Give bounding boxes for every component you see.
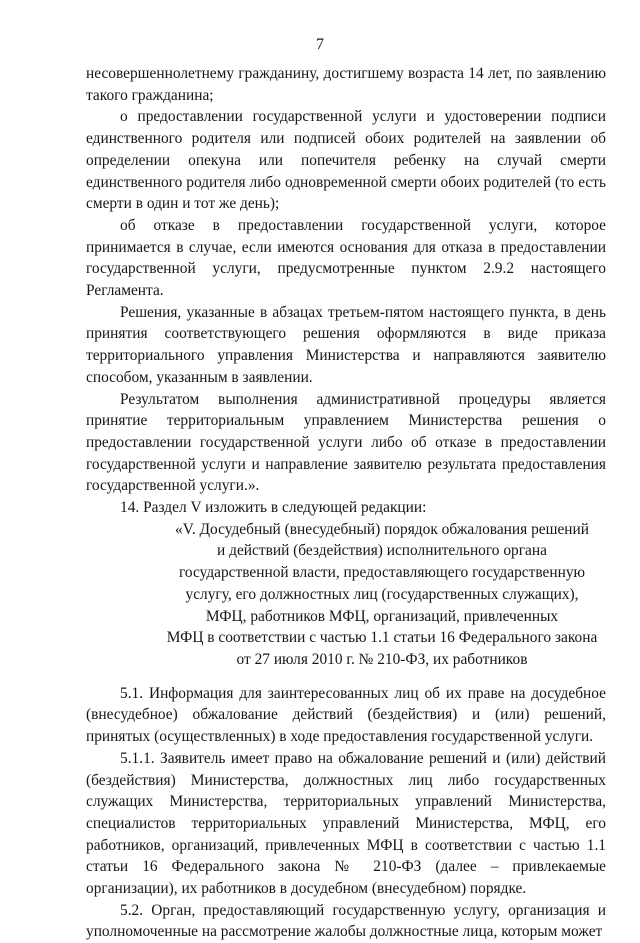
paragraph-result: Результатом выполнения административной процедуры является принятие территориальным управлением Министерства решения о предоставлении государственной услуги либо об отказе в предоставлении государственной услуги и направление заявителю результата предоставления государственной услуги.». [86,390,606,495]
paragraph-continuation: несовершеннолетнему гражданину, достигшему возраста 14 лет, по заявлению такого гражданина; [86,65,606,104]
section-heading-line: МФЦ в соответствии с частью 1.1 статьи 16 Федерального закона [166,629,598,647]
paragraph-section-intro: 14. Раздел V изложить в следующей редакции: [120,499,427,517]
paragraph-service-provision: о предоставлении государственной услуги и удостоверении подписи единственного родителя или подписей обоих родителей на заявлении об определении опекуна или попечителя ребенку на случай смерти единственного родителя либо одновременной смерти обоих родителей (то есть смерти в один и тот же день); [86,108,606,213]
spacer [86,671,606,683]
section-heading-line: «V. Досудебный (внесудебный) порядок обжалования решений [175,520,589,538]
section-heading [86,519,606,671]
section-heading-line: государственной власти, предоставляющего государственную [178,564,586,582]
paragraph-5-1-1: 5.1.1. Заявитель имеет право на обжалование решений и (или) действий (бездействия) Министерства, должностных лиц либо государственных служащих Министерства, территориальных управлений Министерства, специалистов территориальных управлений Министерства, МФЦ, его работников, организаций, привлеченных МФЦ в соответствии с частью 1.1 статьи 16 Федерального закона № 210-ФЗ (далее – привлекаемые организации), их работников в досудебном (внесудебном) порядке. [86,749,606,898]
section-heading-line: от 27 июля 2010 г. № 210-ФЗ, их работников [236,650,528,668]
page-number: 7 [316,36,324,53]
section-heading-line: МФЦ, работников МФЦ, организаций, привлеченных [205,607,559,625]
document-body [86,63,606,943]
paragraph-5-2: 5.2. Орган, предоставляющий государственную услугу, организация и уполномоченные на рассмотрение жалобы должностные лица, которым может [86,901,606,941]
paragraph-decisions: Решения, указанные в абзацах третьем-пятом настоящего пункта, в день принятия соответствующего решения оформляются в виде приказа территориального управления Министерства и направляются заявителю способом, указанным в заявлении. [86,303,606,386]
paragraph-5-1: 5.1. Информация для заинтересованных лиц об их праве на досудебное (внесудебное) обжалование действий (бездействия) и (или) решений, принятых (осуществленных) в ходе предоставления государственной услуги. [86,684,606,746]
section-heading-line: услугу, его должностных лиц (государственных служащих), [185,585,579,603]
section-heading-line: и действий (бездействия) исполнительного органа [217,542,547,560]
paragraph-refusal: об отказе в предоставлении государственной услуги, которое принимается в случае, если имеются основания для отказа в предоставлении государственной услуги, предусмотренные пунктом 2.9.2 настоящего Регламента. [86,216,606,300]
